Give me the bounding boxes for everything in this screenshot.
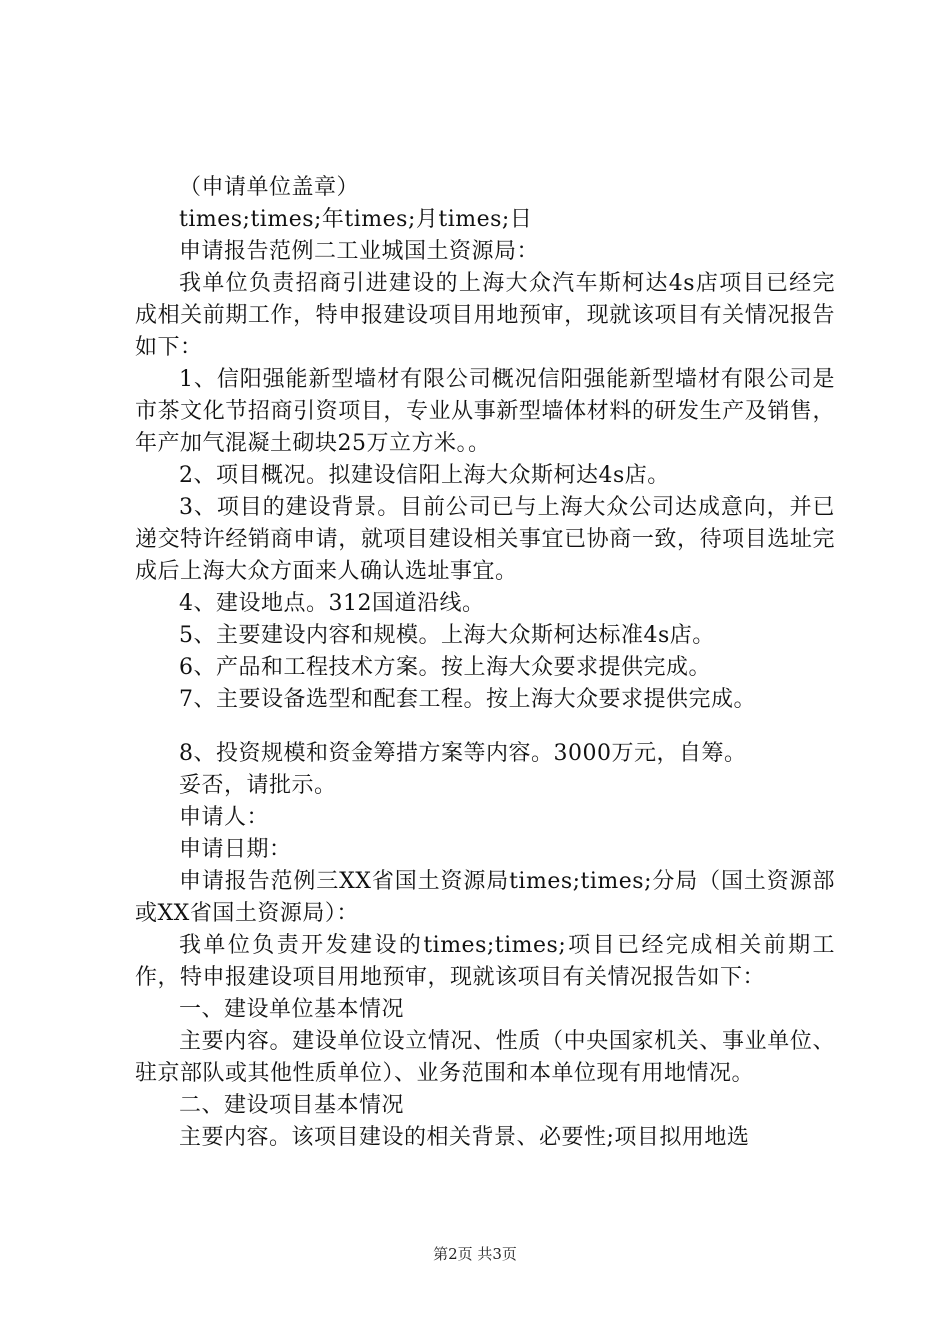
paragraph: 申请报告范例二工业城国土资源局： xyxy=(179,239,540,264)
paragraph: 6、产品和工程技术方案。按上海大众要求提供完成。 xyxy=(179,655,711,680)
paragraph: 2、项目概况。拟建设信阳上海大众斯柯达4s店。 xyxy=(179,463,670,488)
paragraph-gap xyxy=(135,716,835,738)
page-number-label: 第2页 共3页 xyxy=(433,1245,517,1263)
paragraph: 4、建设地点。312国道沿线。 xyxy=(179,591,485,616)
paragraph: times;times;年times;月times;日 xyxy=(179,207,533,232)
paragraph: 一、建设单位基本情况 xyxy=(179,997,405,1022)
paragraph: 申请人： xyxy=(179,805,270,830)
paragraph: 我单位负责开发建设的times;times;项目已经完成相关前期工作，特申报建设项目用地预审，现就该项目有关情况报告如下： xyxy=(135,933,835,990)
paragraph: 主要内容。该项目建设的相关背景、必要性;项目拟用地选 xyxy=(179,1125,750,1150)
paragraph: 3、项目的建设背景。目前公司已与上海大众公司达成意向，并已递交特许经销商申请，就项目建设相关事宜已协商一致，待项目选址完成后上海大众方面来人确认选址事宜。 xyxy=(135,495,835,584)
paragraph: 申请日期： xyxy=(179,837,292,862)
paragraph: 妥否，请批示。 xyxy=(179,773,337,798)
paragraph: 5、主要建设内容和规模。上海大众斯柯达标准4s店。 xyxy=(179,623,715,648)
paragraph: 7、主要设备选型和配套工程。按上海大众要求提供完成。 xyxy=(179,687,756,712)
paragraph: 申请报告范例三XX省国土资源局times;times;分局（国土资源部或XX省国土资源局）： xyxy=(135,869,835,926)
page-footer xyxy=(0,1244,950,1264)
document-body xyxy=(135,172,835,1154)
paragraph: 1、信阳强能新型墙材有限公司概况信阳强能新型墙材有限公司是市茶文化节招商引资项目，专业从事新型墙体材料的研发生产及销售，年产加气混凝土砌块25万立方米。。 xyxy=(135,367,835,456)
paragraph: （申请单位盖章） xyxy=(179,175,360,200)
paragraph: 我单位负责招商引进建设的上海大众汽车斯柯达4s店项目已经完成相关前期工作，特申报建设项目用地预审，现就该项目有关情况报告如下： xyxy=(135,271,835,360)
paragraph: 8、投资规模和资金筹措方案等内容。3000万元，自筹。 xyxy=(179,741,747,766)
paragraph: 二、建设项目基本情况 xyxy=(179,1093,405,1118)
paragraph: 主要内容。建设单位设立情况、性质（中央国家机关、事业单位、驻京部队或其他性质单位）、业务范围和本单位现有用地情况。 xyxy=(135,1029,835,1086)
